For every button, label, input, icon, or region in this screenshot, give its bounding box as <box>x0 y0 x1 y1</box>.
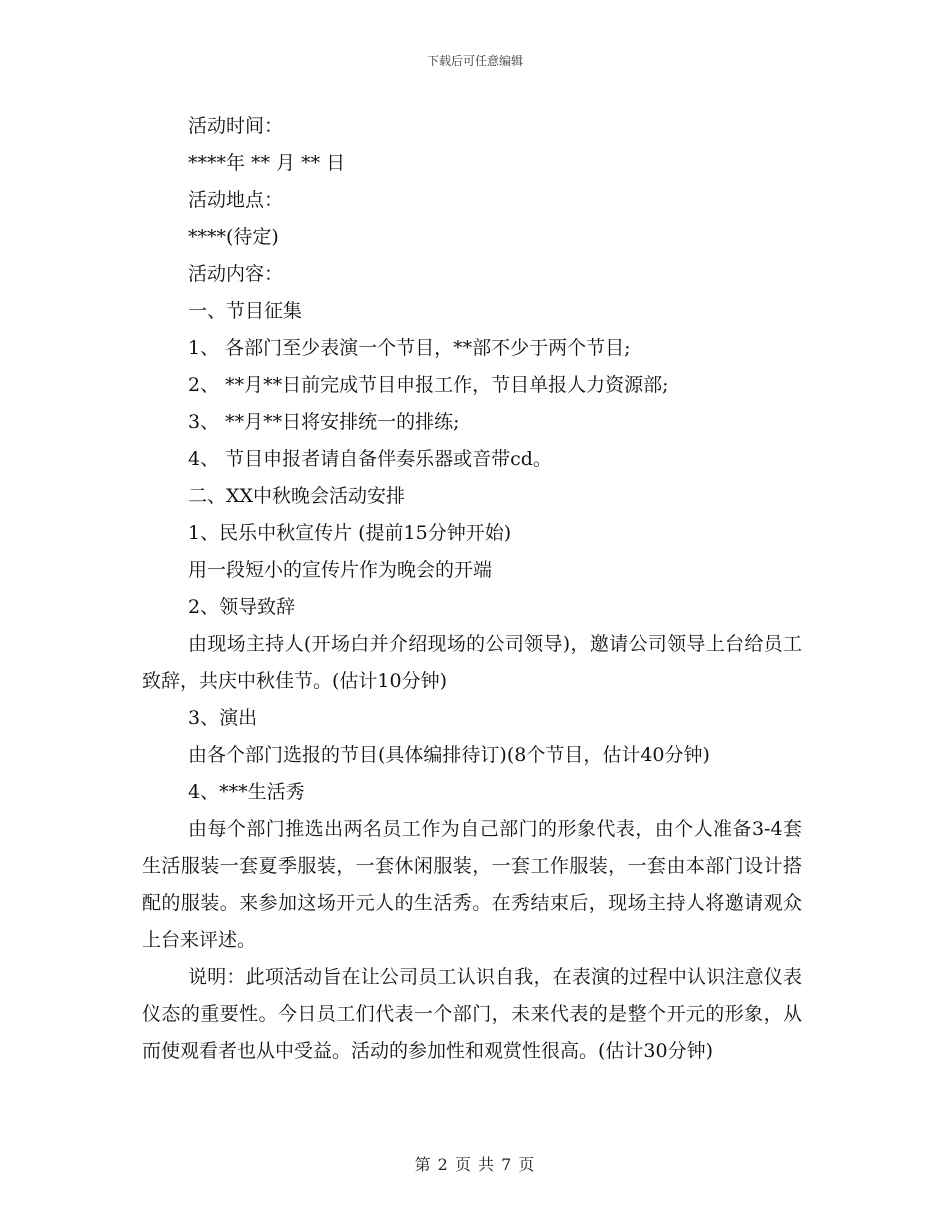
schedule-item-performance: 3、演出 <box>188 707 258 729</box>
section-heading-program-collection: 一、节目征集 <box>188 300 303 322</box>
activity-content-label: 活动内容： <box>188 263 284 285</box>
schedule-item-promo-film: 1、民乐中秋宣传片 (提前15分钟开始) <box>188 522 512 544</box>
list-item: 3、 **月**日将安排统一的排练; <box>188 411 460 433</box>
schedule-item-leader-speech: 2、领导致辞 <box>188 596 296 618</box>
activity-time-label: 活动时间： <box>188 115 284 137</box>
list-item: 4、 节目申报者请自备伴奏乐器或音带cd。 <box>188 448 552 470</box>
page-number-indicator: 第 2 页 共 7 页 <box>414 1155 536 1174</box>
paragraph-life-show: 由每个部门推选出两名员工作为自己部门的形象代表，由个人准备3-4套生活服装一套夏季服装，一套休闲服装，一套工作服装，一套由本部门设计搭配的服装。来参加这场开元人的生活秀。在秀结束后，现场主持人将邀请观众上台来评述。 <box>142 818 802 951</box>
list-item: 1、 各部门至少表演一个节目，**部不少于两个节目; <box>188 337 631 359</box>
schedule-item-life-show: 4、***生活秀 <box>188 781 305 803</box>
document-body <box>142 108 802 1070</box>
activity-place-label: 活动地点： <box>188 189 284 211</box>
paragraph-note: 说明：此项活动旨在让公司员工认识自我，在表演的过程中认识注意仪表仪态的重要性。今日员工们代表一个部门，未来代表的是整个开元的形象，从而使观看者也从中受益。活动的参加性和观赏性很高。(估计30分钟) <box>142 966 802 1062</box>
list-item: 2、 **月**日前完成节目申报工作，节目单报人力资源部; <box>188 374 669 396</box>
activity-place: ****(待定) <box>188 226 279 248</box>
schedule-item-promo-desc: 用一段短小的宣传片作为晚会的开端 <box>188 559 493 581</box>
paragraph-leader-speech: 由现场主持人(开场白并介绍现场的公司领导)，邀请公司领导上台给员工致辞，共庆中秋佳节。(估计10分钟) <box>142 633 802 692</box>
paragraph-performance: 由各个部门选报的节目(具体编排待订)(8个节目，估计40分钟) <box>188 744 710 766</box>
page-header-note: 下载后可任意编辑 <box>426 54 523 68</box>
activity-date: ****年 ** 月 ** 日 <box>188 152 346 174</box>
section-heading-gala-schedule: 二、XX中秋晚会活动安排 <box>188 485 406 507</box>
